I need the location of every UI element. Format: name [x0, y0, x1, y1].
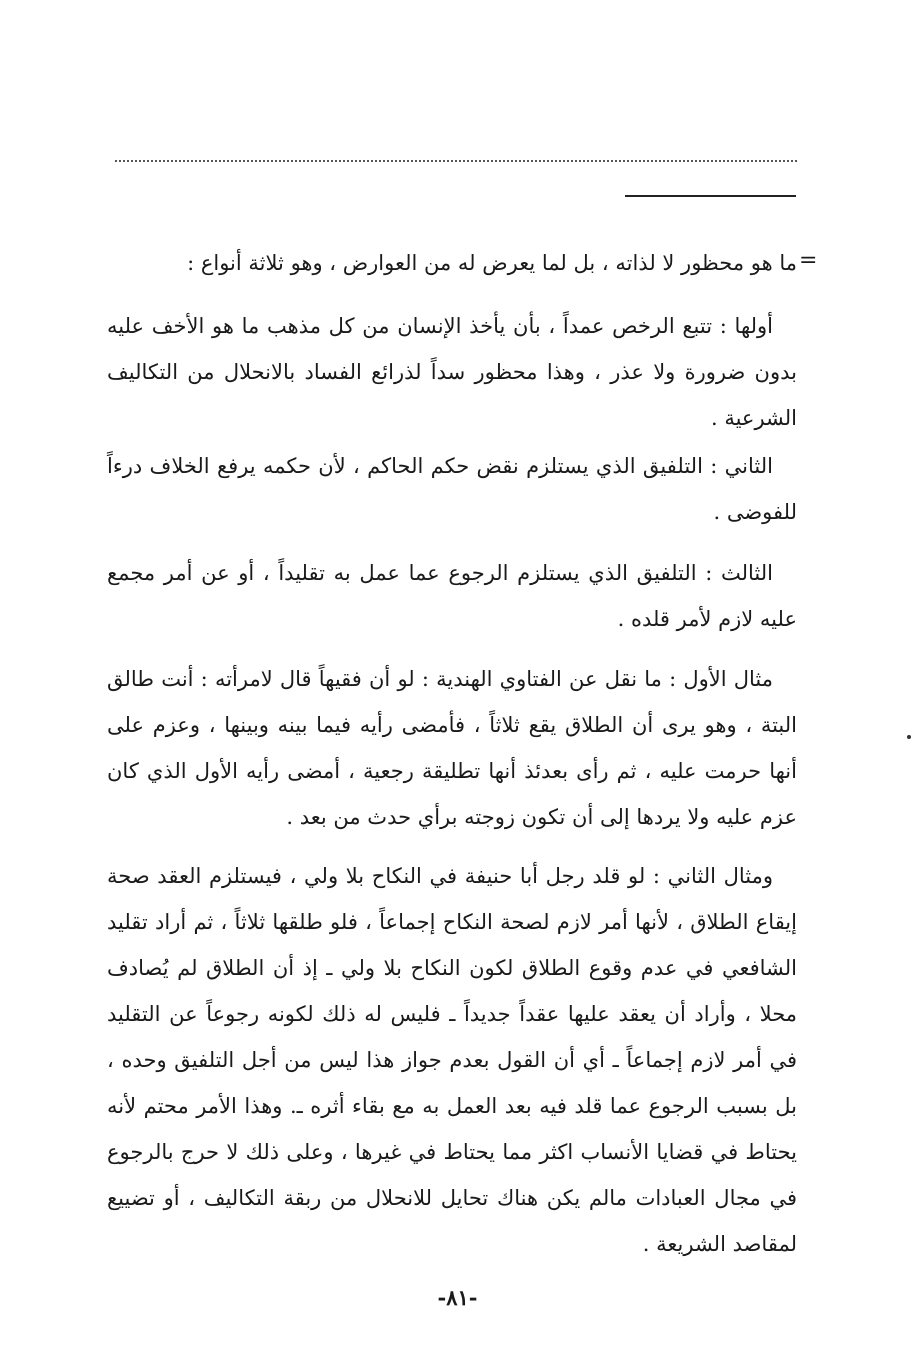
margin-dot	[907, 735, 911, 739]
paragraph: الثاني : التلفيق الذي يستلزم نقض حكم الحاكم ، لأن حكمه يرفع الخلاف درءاً للفوضى .	[107, 454, 797, 524]
footnote-continuation-marker: =	[799, 248, 818, 273]
paragraph-third-type	[107, 550, 797, 642]
footnote-rule	[625, 195, 796, 197]
page-number: -٨١-	[437, 1285, 478, 1310]
paragraph-first-type	[107, 303, 797, 441]
dotted-separator	[115, 160, 797, 162]
paragraph: أولها : تتبع الرخص عمداً ، بأن يأخذ الإنسان من كل مذهب ما هو الأخف عليه بدون ضرورة ولا عذر ، وهذا محظور سداً لذرائع الفساد بالانحلال من التكاليف الشرعية .	[107, 314, 797, 430]
paragraph-second-example	[107, 853, 797, 1267]
paragraph: ما هو محظور لا لذاته ، بل لما يعرض له من العوارض ، وهو ثلاثة أنواع :	[187, 251, 797, 275]
paragraph: الثالث : التلفيق الذي يستلزم الرجوع عما عمل به تقليداً ، أو عن أمر مجمع عليه لازم لأمر قلده .	[107, 561, 797, 631]
paragraph-second-type	[107, 443, 797, 535]
paragraph-intro	[107, 240, 797, 286]
paragraph: ومثال الثاني : لو قلد رجل أبا حنيفة في النكاح بلا ولي ، فيستلزم العقد صحة إيقاع الطلاق ، لأنها أمر لازم لصحة النكاح إجماعاً ، فلو طلقها ثلاثاً ، ثم أراد تقليد الشافعي في عدم وقوع الطلاق لكون النكاح بلا ولي ـ إذ أن الطلاق لم يُصادف محلا ، وأراد أن يعقد عليها عقداً جديداً ـ فليس له ذلك لكونه رجوعاً عن التقليد في أمر لازم إجماعاً ـ أي أن القول بعدم جواز هذا ليس من أجل التلفيق وحده ، بل بسبب الرجوع عما قلد فيه بعد العمل به مع بقاء أثره ـ. وهذا الأمر محتم لأنه يحتاط في قضايا الأنساب اكثر مما يحتاط في غيرها ، وعلى ذلك لا حرج بالرجوع في مجال العبادات مالم يكن هناك تحايل للانحلال من ربقة التكاليف ، أو تضييع لمقاصد الشريعة .	[107, 864, 797, 1256]
paragraph-first-example	[107, 656, 797, 840]
paragraph: مثال الأول : ما نقل عن الفتاوي الهندية : لو أن فقيهاً قال لامرأته : أنت طالق البتة ، وهو يرى أن الطلاق يقع ثلاثاً ، فأمضى رأيه فيما بينه وبينها ، وعزم على أنها حرمت عليه ، ثم رأى بعدئذ أنها تطليقة رجعية ، أمضى رأيه الأول الذي كان عزم عليه ولا يردها إلى أن تكون زوجته برأي حدث من بعد .	[107, 667, 797, 829]
